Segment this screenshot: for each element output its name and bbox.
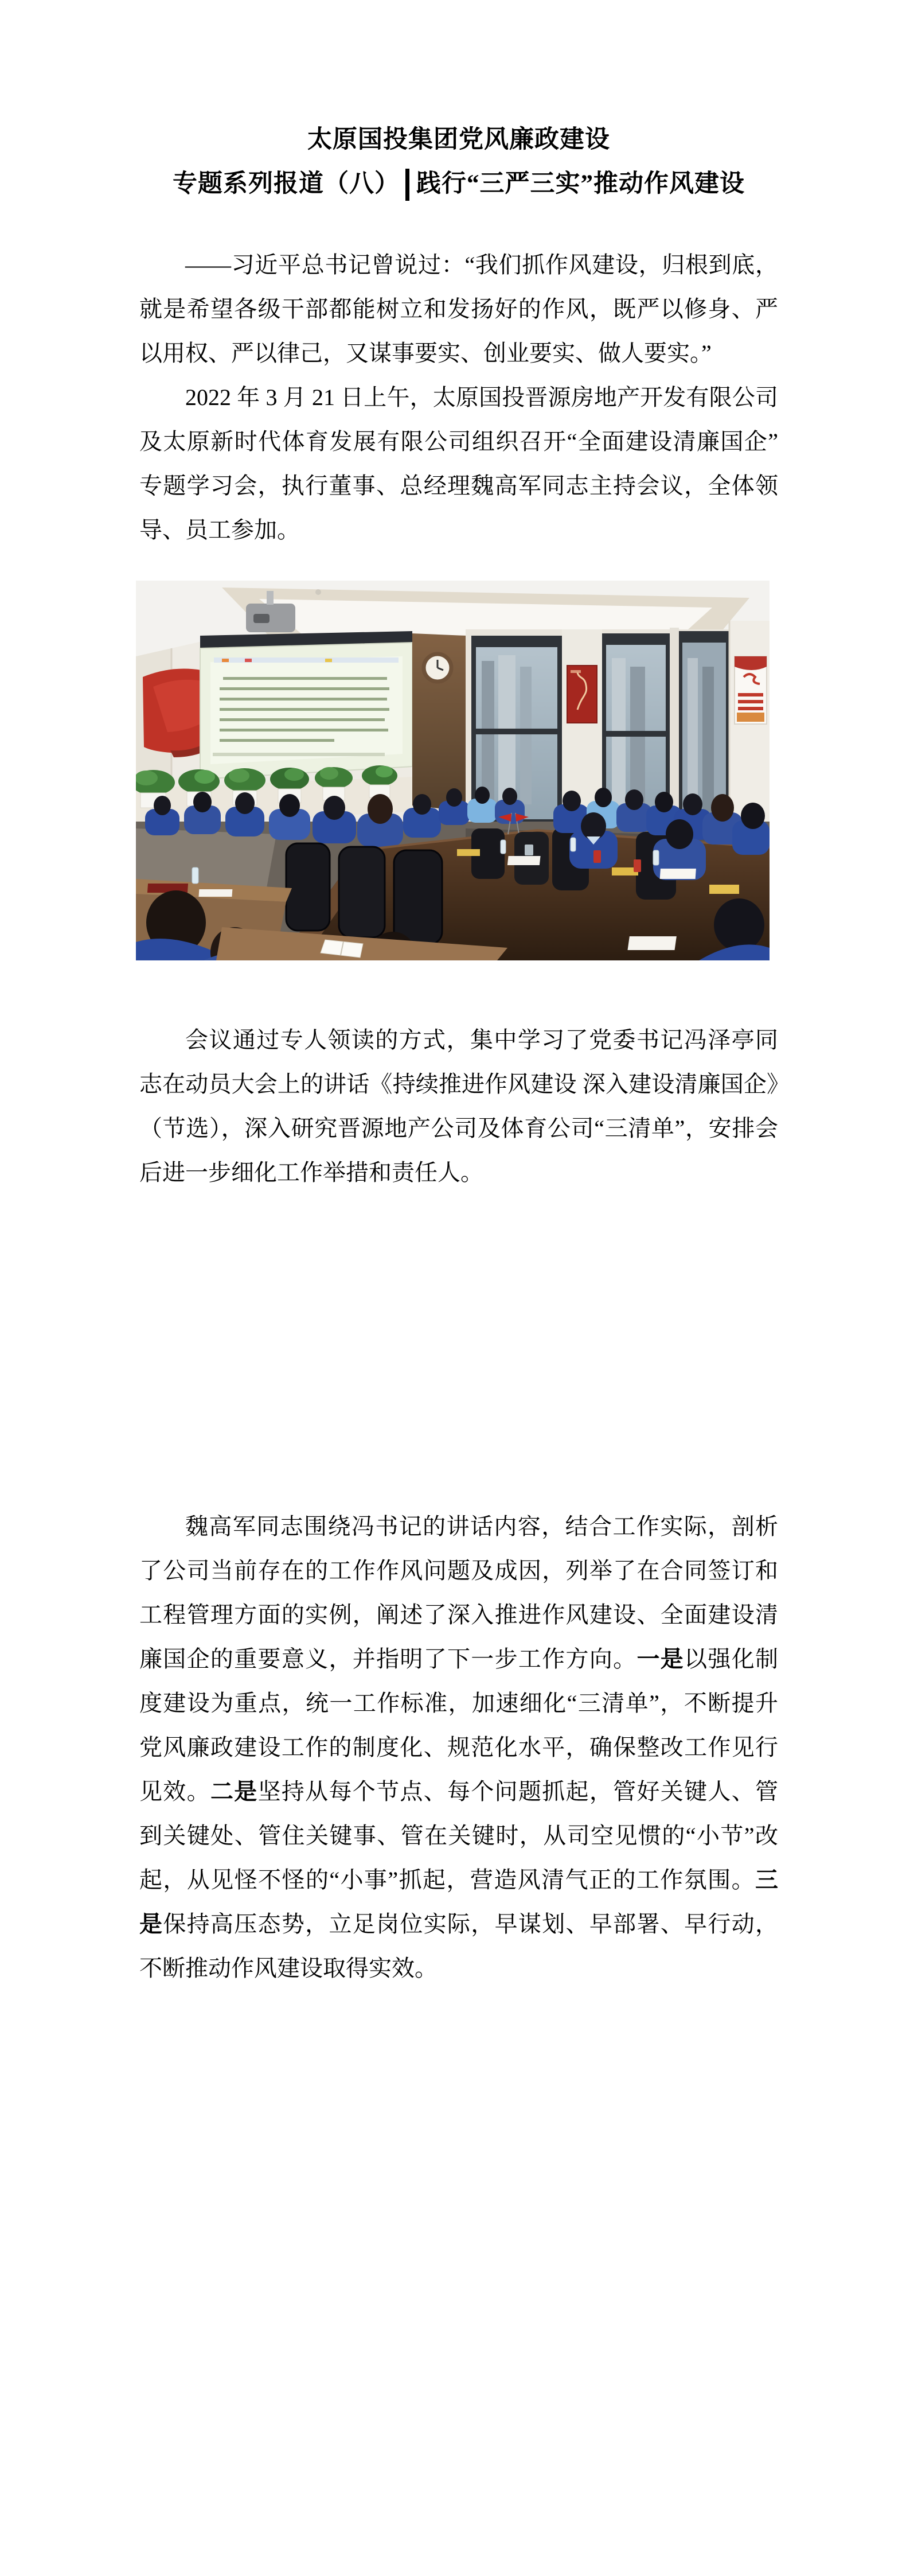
emphasis-segment: 二是 — [210, 1779, 258, 1804]
page-title: 太原国投集团党风廉政建设 — [307, 126, 610, 153]
article-content — [139, 0, 778, 1990]
paragraph-speech — [139, 1504, 778, 1990]
ceiling-sensor — [315, 589, 321, 595]
subtitle-series: 专题系列报道（八） — [173, 170, 400, 197]
article-title — [139, 118, 778, 206]
text-segment: 坚持从每个节点、每个问题抓起，管好关键人、管到关键处、管住关键事、管在关键时，从司空见惯的“小节”改起，从见怪不怪的“小事”抓起，营造风清气正的工作氛围。 — [139, 1779, 779, 1893]
blank-space — [139, 1194, 778, 1504]
article-subtitle — [139, 162, 778, 206]
emphasis-segment: 三是 — [139, 1867, 778, 1937]
dancer-poster — [567, 666, 597, 723]
text-segment: 保持高压态势，立足岗位实际，早谋划、早部署、早行动，不断推动作风建设取得实效。 — [139, 1911, 779, 1981]
values-poster — [735, 656, 767, 724]
paragraph-quote: ——习近平总书记曾说过：“我们抓作风建设，归根到底，就是希望各级干部都能树立和发扬好的作风，既严以修身、严以用权、严以律己，又谋事要实、创业要实、做人要实。” — [139, 252, 778, 366]
paragraph-study-session: 会议通过专人领读的方式，集中学习了党委书记冯泽亭同志在动员大会上的讲话《持续推进作风建设 深入建设清廉国企》（节选），深入研究晋源地产公司及体育公司“三清单”，安排会后进一步细化工作举措和责任人。 — [139, 1027, 778, 1185]
wall-clock — [424, 654, 451, 682]
meeting-photo — [136, 581, 770, 960]
title-divider-bar — [405, 169, 409, 201]
text-segment: 以强化制度建设为重点，统一工作标准，加速细化“三清单”，不断提升党风廉政建设工作的制度化、规范化水平，确保整改工作见行见效。 — [139, 1646, 779, 1804]
paragraph-meeting-intro: 2022 年 3 月 21 日上午，太原国投晋源房地产开发有限公司及太原新时代体育发展有限公司组织召开“全面建设清廉国企”专题学习会，执行董事、总经理魏高军同志主持会议，全体领导、员工参加。 — [139, 384, 778, 543]
text-segment: 魏高军同志围绕冯书记的讲话内容，结合工作实际，剖析了公司当前存在的工作作风问题及成因，列举了在合同签订和工程管理方面的实例，阐述了深入推进作风建设、全面建设清廉国企的重要意义，并指明了下一步工作方向。 — [139, 1513, 778, 1672]
attendees-far-end — [439, 787, 525, 825]
meeting-room-photo-graphic — [136, 581, 770, 960]
subtitle-topic: 践行“三严三实”推动作风建设 — [416, 170, 745, 197]
projection-screen — [200, 631, 412, 779]
emphasis-segment: 一是 — [636, 1646, 685, 1672]
